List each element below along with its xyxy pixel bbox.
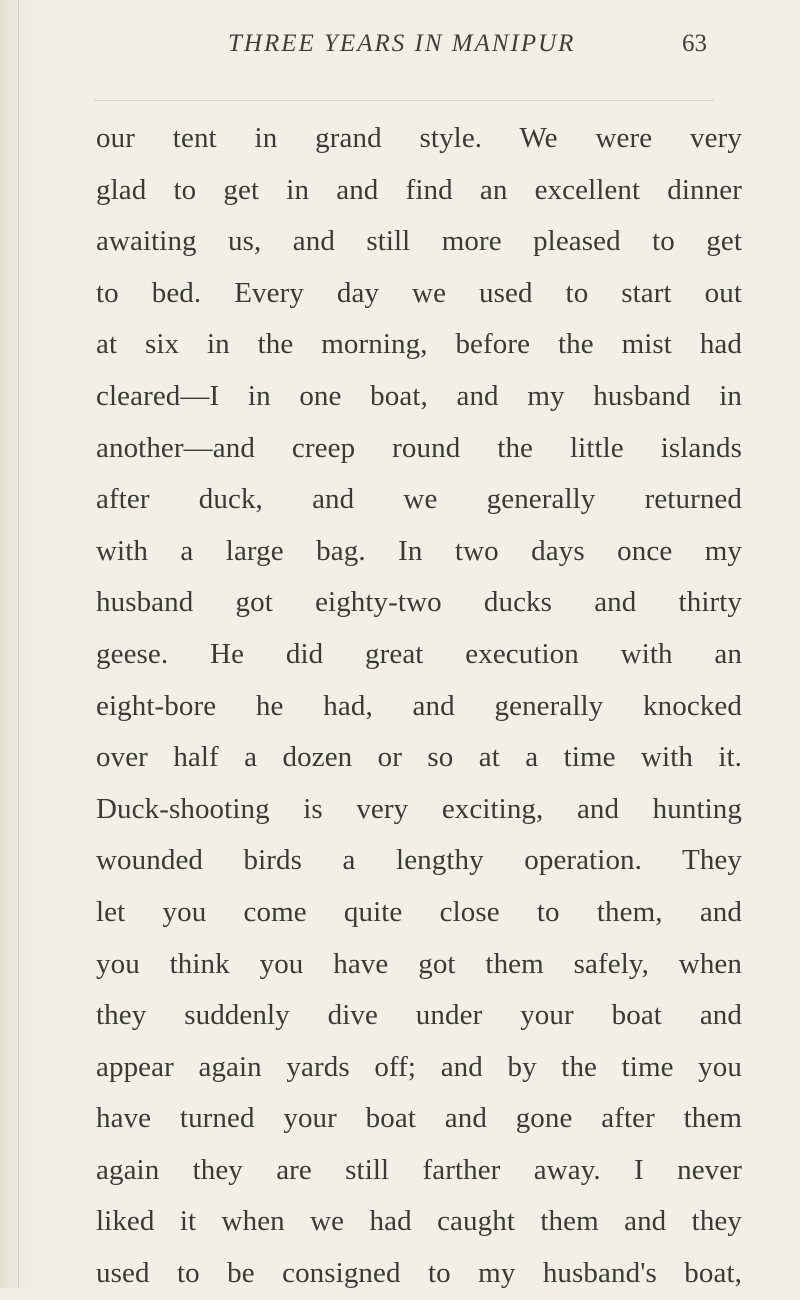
text-line: glad to get in and find an excellent dinner bbox=[96, 173, 742, 206]
gutter-line bbox=[18, 0, 19, 1288]
text-line: our tent in grand style. We were very bbox=[96, 122, 742, 154]
body-text bbox=[96, 113, 742, 1300]
text-line: another—and creep round the little islands bbox=[96, 431, 742, 464]
text-line: liked it when we had caught them and they bbox=[96, 1205, 742, 1238]
text-line: to bed. Every day we used to start out bbox=[96, 276, 742, 309]
text-line: geese. He did great execution with an bbox=[96, 637, 742, 670]
text-line: used to be consigned to my husband's boat, bbox=[96, 1257, 742, 1290]
running-title: THREE YEARS IN MANIPUR bbox=[228, 30, 576, 57]
text-line: eight-bore he had, and generally knocked bbox=[96, 689, 742, 722]
page-number: 63 bbox=[682, 30, 707, 57]
text-line: they suddenly dive under your boat and bbox=[96, 999, 742, 1032]
text-line: have turned your boat and gone after them bbox=[96, 1102, 742, 1135]
text-line: with a large bag. In two days once my bbox=[96, 534, 742, 567]
text-line: awaiting us, and still more pleased to get bbox=[96, 225, 742, 258]
gutter-shadow bbox=[0, 0, 42, 1288]
text-line: let you come quite close to them, and bbox=[96, 895, 742, 928]
text-line: again they are still farther away. I never bbox=[96, 1153, 742, 1186]
text-line: after duck, and we generally returned bbox=[96, 483, 742, 516]
text-line: at six in the morning, before the mist had bbox=[96, 328, 742, 361]
running-head bbox=[0, 30, 800, 70]
text-line: appear again yards off; and by the time you bbox=[96, 1050, 742, 1083]
text-line: wounded birds a lengthy operation. They bbox=[96, 844, 742, 877]
text-line: cleared—I in one boat, and my husband in bbox=[96, 379, 742, 412]
text-line: you think you have got them safely, when bbox=[96, 947, 742, 980]
text-line: over half a dozen or so at a time with it. bbox=[96, 741, 742, 774]
text-line: husband got eighty-two ducks and thirty bbox=[96, 586, 742, 619]
header-rule bbox=[94, 100, 714, 101]
text-line: Duck-shooting is very exciting, and hunting bbox=[96, 792, 742, 825]
